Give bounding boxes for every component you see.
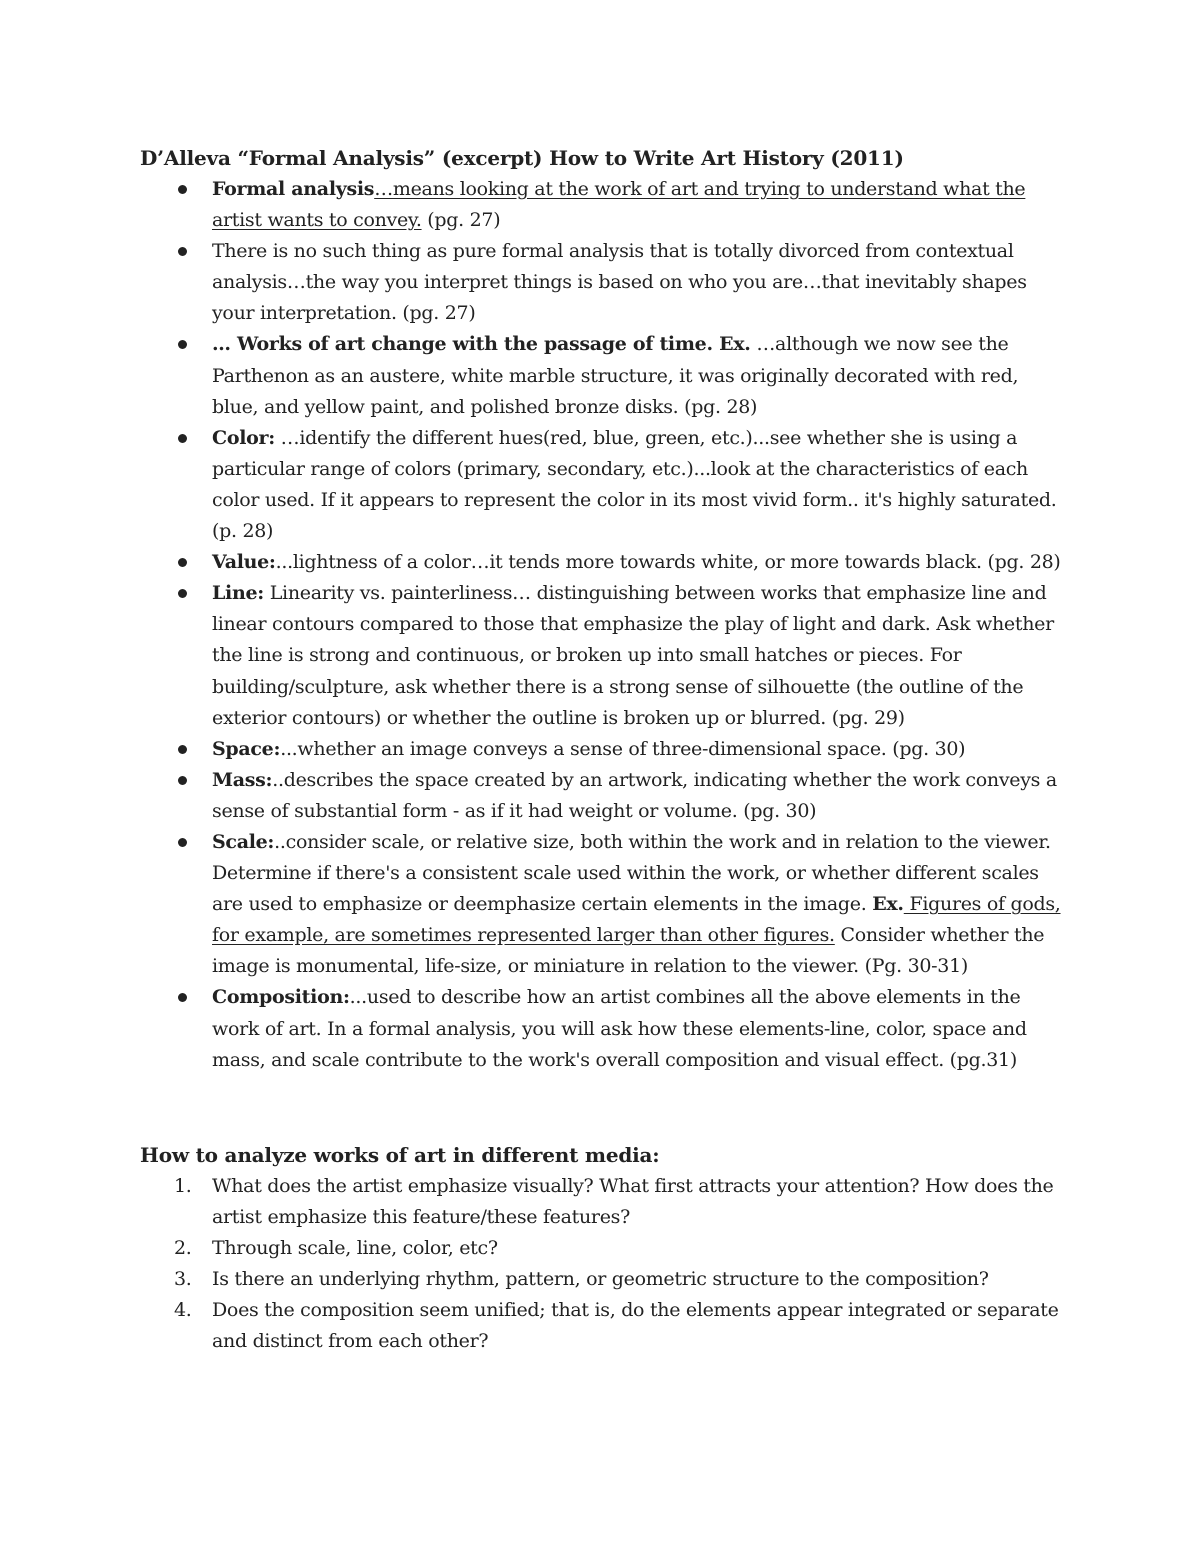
bullet-item-value [212, 547, 1062, 578]
bullet-text: …although we now see the Parthenon as an austere, white marble structure, it was originally decorated with red, blue, and yellow paint, and polished bronze disks. (pg. 28) [212, 333, 1019, 418]
bullet-item-mass [212, 765, 1062, 827]
bullet-icon [178, 745, 187, 754]
bullet-example-term: Ex. [872, 893, 904, 916]
question-list [174, 1171, 1062, 1358]
bullet-underlined-text: …means looking at the work of art and trying to understand what the artist wants to convey. [212, 178, 1026, 232]
bullet-item-formal-analysis [212, 174, 1062, 236]
bullet-icon [178, 838, 187, 847]
bullet-icon [178, 434, 187, 443]
question-number: 2. [174, 1237, 192, 1260]
bullet-item-space [212, 734, 1062, 765]
bullet-text: ...used to describe how an artist combines all the above elements in the work of art. In a formal analysis, you will ask how these elements-line, color, space and mass, and scale contribute to the work's overall composition and visual effect. (pg.31) [212, 986, 1027, 1071]
question-text: Is there an underlying rhythm, pattern, or geometric structure to the composition? [212, 1268, 989, 1291]
bullet-text: ..describes the space created by an artwork, indicating whether the work conveys a sense of substantial form - as if it had weight or volume. (pg. 30) [212, 768, 1057, 822]
bullet-item-passage-of-time [212, 329, 1062, 422]
bullet-text: ...lightness of a color…it tends more towards white, or more towards black. (pg. 28) [275, 551, 1061, 574]
section-heading: How to analyze works of art in different media: [140, 1143, 660, 1167]
bullet-text-continued: Consider whether the image is monumental, life-size, or miniature in relation to the viewer. (Pg. 30-31) [212, 924, 1045, 978]
bullet-item-contextual [212, 236, 1062, 329]
bullet-item-scale [212, 827, 1062, 982]
bullet-item-composition [212, 982, 1062, 1075]
bullet-term: Line: [212, 582, 264, 605]
bullet-term: Color: [212, 426, 275, 449]
bullet-text: (pg. 27) [421, 209, 501, 232]
bullet-term: Composition: [212, 986, 350, 1009]
question-item [174, 1171, 1062, 1233]
bullet-text: Linearity vs. painterliness… distinguishing between works that emphasize line and linear contours compared to those that emphasize the play of light and dark. Ask whether the line is strong and continuous, or broken up into small hatches or pieces. For building/sculpture, ask whether there is a strong sense of silhouette (the outline of the exterior contours) or whether the outline is broken up or blurred. (pg. 29) [212, 582, 1054, 729]
bullet-term: Scale: [212, 830, 275, 853]
bullet-icon [178, 776, 187, 785]
bullet-icon [178, 247, 187, 256]
bullet-icon [178, 340, 187, 349]
question-text: What does the artist emphasize visually? What first attracts your attention? How does the artist emphasize this feature/these features? [212, 1175, 1054, 1229]
question-text: Through scale, line, color, etc? [212, 1237, 498, 1260]
formal-analysis-bullet-list [212, 174, 1062, 1076]
question-number: 4. [174, 1299, 192, 1322]
bullet-term: … Works of art change with the passage of time. Ex. [212, 333, 751, 356]
bullet-term: Mass: [212, 768, 273, 791]
bullet-term: Formal analysis [212, 178, 375, 200]
bullet-text: …identify the different hues(red, blue, green, etc.)...see whether she is using a particular range of colors (primary, secondary, etc.)...look at the characteristics of each color used. If it appears to represent the color in its most vivid form.. it's highly saturated. (p. 28) [212, 426, 1057, 543]
bullet-term: Value: [212, 551, 276, 574]
question-item [174, 1295, 1062, 1357]
bullet-text: ...whether an image conveys a sense of three-dimensional space. (pg. 30) [280, 737, 966, 760]
bullet-text: ..consider scale, or relative size, both within the work and in relation to the viewer. Determine if there's a consistent scale used within the work, or whether different scales are used to emphasize or deemphasize certain elements in the image. [212, 830, 1051, 916]
document-title: D’Alleva “Formal Analysis” (excerpt) How to Write Art History (2011) [140, 146, 904, 170]
question-number: 1. [174, 1175, 192, 1197]
bullet-text: There is no such thing as pure formal analysis that is totally divorced from contextual analysis…the way you interpret things is based on who you are…that inevitably shapes your interpretation. (pg. 27) [212, 240, 1027, 325]
bullet-underlined-text: Figures of gods, for example, are sometimes represented larger than other figures. [212, 893, 1061, 947]
bullet-item-color [212, 423, 1062, 547]
question-number: 3. [174, 1268, 192, 1291]
bullet-icon [178, 993, 187, 1002]
bullet-term: Space: [212, 737, 281, 760]
question-text: Does the composition seem unified; that is, do the elements appear integrated or separate and distinct from each other? [212, 1299, 1059, 1353]
question-item [174, 1233, 1062, 1264]
bullet-icon [178, 185, 187, 194]
bullet-icon [178, 558, 187, 567]
bullet-item-line [212, 578, 1062, 733]
question-item [174, 1264, 1062, 1295]
bullet-icon [178, 589, 187, 598]
